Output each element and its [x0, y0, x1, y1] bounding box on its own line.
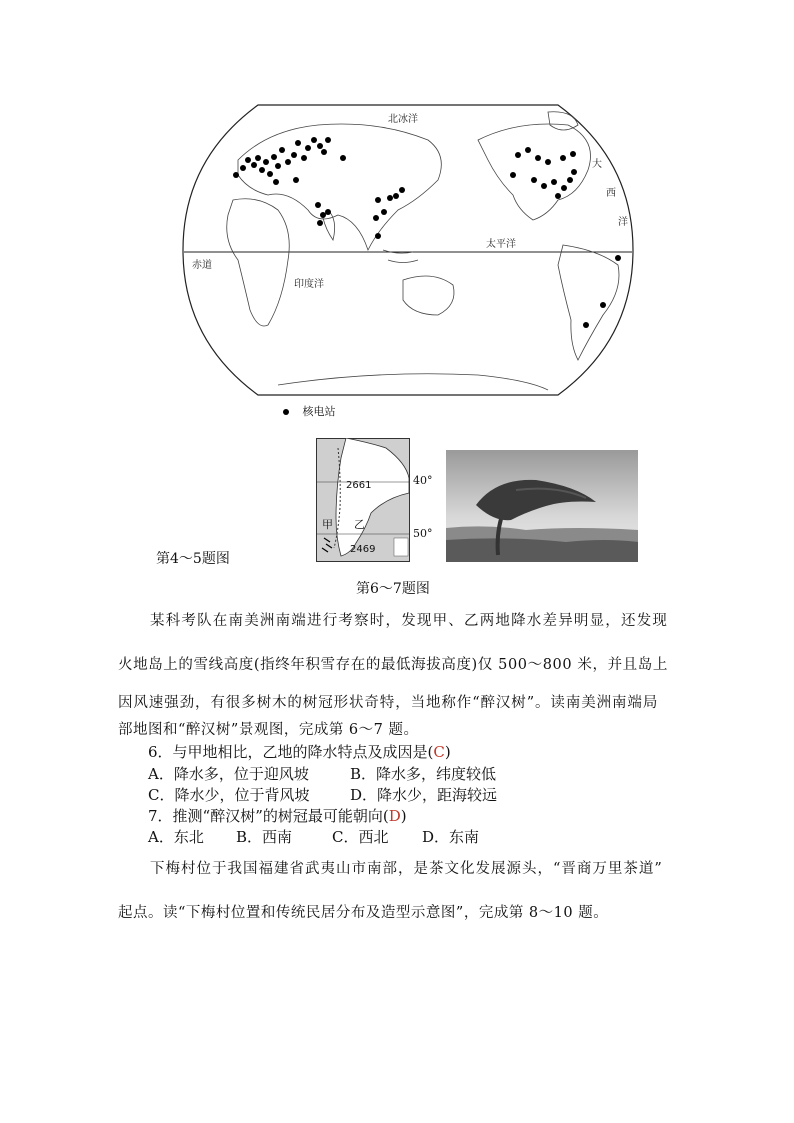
- q7-stem-text: 7．推测“醉汉树”的树冠最可能朝向(: [148, 807, 389, 825]
- caption-fig67: 第6～7题图: [356, 581, 430, 597]
- map-legend: [283, 403, 336, 419]
- q7-option-d: D．东南: [422, 828, 480, 846]
- q7-close: ): [400, 807, 407, 825]
- label-indian: 印度洋: [294, 279, 324, 290]
- label-atlantic-2: 西: [606, 188, 616, 199]
- legend-dot-icon: [283, 409, 289, 415]
- passage2-line1: 下梅村位于我国福建省武夷山市南部，是茶文化发展源头，“晋商万里茶道”: [150, 861, 663, 877]
- latitude-40: 40°: [413, 474, 433, 487]
- q6-stem: [148, 741, 451, 762]
- q6-option-a: A．降水多，位于迎风坡: [148, 765, 309, 783]
- q7-option-c: C．西北: [332, 828, 389, 846]
- q6-answer: C: [433, 743, 445, 761]
- label-jia: 甲: [322, 518, 333, 531]
- world-map: [178, 100, 638, 430]
- q6-option-d: D．降水少，距海较远: [350, 786, 498, 804]
- passage1-line3: 因风速强劲，有很多树木的树冠形状奇特，当地称作“醉汉树”。读南美洲南端局: [118, 695, 659, 711]
- label-arctic: 北冰洋: [388, 114, 418, 125]
- label-yi: 乙: [354, 518, 365, 531]
- q7-option-b: B．西南: [236, 828, 293, 846]
- passage1-line4: 部地图和“醉汉树”景观图，完成第 6～7 题。: [118, 722, 419, 738]
- label-equator: 赤道: [192, 260, 212, 271]
- south-america-tip-map: [316, 438, 436, 562]
- legend-label: 核电站: [302, 405, 336, 418]
- q6-stem-text: 6．与甲地相比，乙地的降水特点及成因是(: [148, 743, 434, 761]
- map-frame: [183, 105, 633, 395]
- q6-option-b: B．降水多，纬度较低: [350, 765, 497, 783]
- label-atlantic-1: 大: [592, 159, 602, 170]
- passage2-line2: 起点。读“下梅村位置和传统民居分布及造型示意图”，完成第 8～10 题。: [118, 905, 609, 921]
- caption-fig45: 第4～5题图: [156, 551, 230, 567]
- latitude-50: 50°: [413, 527, 433, 540]
- passage1-line1: 某科考队在南美洲南端进行考察时，发现甲、乙两地降水差异明显，还发现: [150, 613, 669, 629]
- label-atlantic-3: 洋: [618, 217, 628, 228]
- elevation-2661: 2661: [346, 480, 372, 491]
- q7-stem: [148, 805, 407, 826]
- passage1-line2: 火地岛上的雪线高度(指终年积雪存在的最低海拔高度)仅 500～800 米，并且岛上: [118, 657, 668, 673]
- q6-option-c: C．降水少，位于背风坡: [148, 786, 310, 804]
- drunken-tree-photo: [446, 450, 638, 562]
- q7-answer: D: [388, 807, 401, 825]
- q7-option-a: A．东北: [148, 828, 204, 846]
- elevation-2469: 2469: [350, 544, 376, 555]
- q6-close: ): [444, 743, 451, 761]
- label-pacific: 太平洋: [486, 239, 516, 250]
